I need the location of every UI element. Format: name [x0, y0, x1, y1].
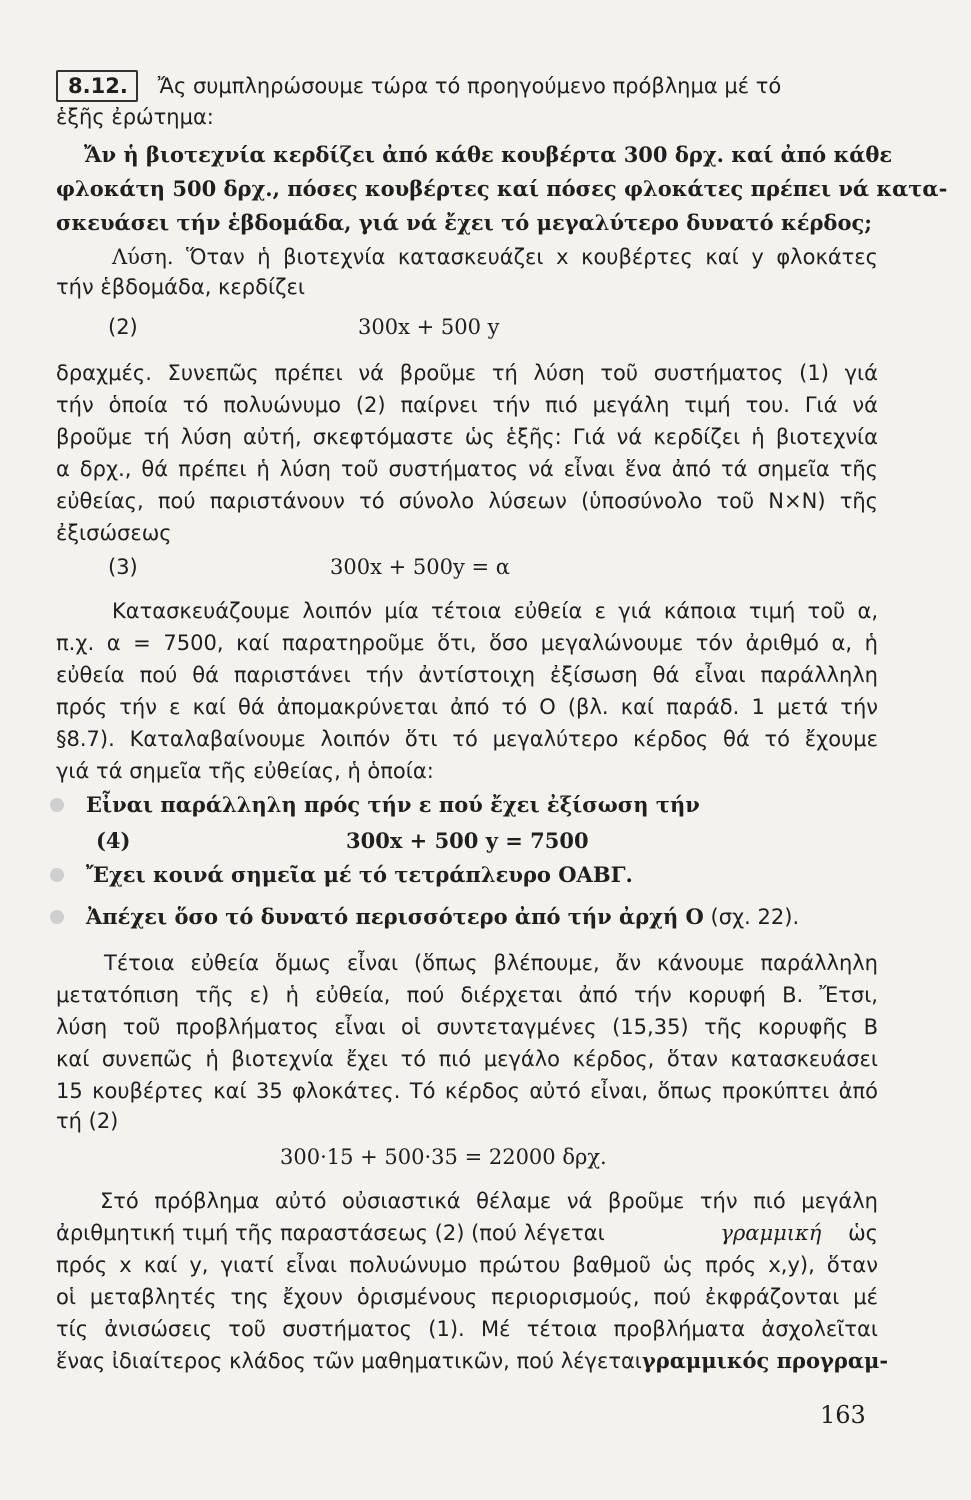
para4-line-6-start: ἕνας ἰδιαίτερος κλάδος τῶν μαθηματικῶν, πού λέγεται — [56, 1349, 642, 1373]
bullet-3-line — [86, 902, 866, 932]
para3-line-1: Τέτοια εὐθεία ὅμως εἶναι (ὅπως βλέπουμε, ἄν κάνουμε παράλληλη — [104, 951, 878, 975]
para3-line-5: 15 κουβέρτες καί 35 φλοκάτες. Τό κέρδος αὐτό εἶναι, ὅπως προκύπτει ἀπό — [56, 1079, 878, 1103]
bullet-dot-1 — [50, 798, 64, 812]
bullet-3-bold: Ἀπέχει ὅσο τό δυνατό περισσότερο ἀπό τήν ἀρχή Ο — [86, 904, 704, 929]
bullet-3-rest: (σχ. 22). — [710, 905, 800, 929]
para1-line-6: ἐξισώσεως — [56, 521, 172, 545]
bullet-2-text: Ἔχει κοινά σημεῖα μέ τό τετράπλευρο ΟΑΒΓ. — [86, 862, 633, 887]
eq4-label: (4) — [96, 828, 131, 853]
section-number: 8.12. — [56, 70, 138, 102]
eq2-expression: 300x + 500 y — [358, 315, 500, 339]
para3-line-2: μετατόπιση τῆς ε) ἡ εὐθεία, πού διέρχεται ἀπό τήν κορυφή Β. Ἔτσι, — [56, 983, 878, 1007]
para2-line-2: π.χ. α = 7500, καί παρατηροῦμε ὅτι, ὅσο μεγαλώνουμε τόν ἀριθμό α, ἡ — [56, 631, 878, 655]
eq5-expression: 300·15 + 500·35 = 22000 δρχ. — [280, 1145, 607, 1169]
intro-text-1: Ἄς συμπληρώσουμε τώρα τό προηγούμενο πρόβλημα μέ τό — [157, 74, 782, 98]
para2-line-6: γιά τά σημεῖα τῆς εὐθείας, ἡ ὁποία: — [56, 759, 434, 783]
eq3-label: (3) — [108, 555, 138, 579]
para2-line-1: Κατασκευάζουμε λοιπόν μία τέτοια εὐθεία ε γιά κάποια τιμή τοῦ α, — [112, 599, 878, 623]
para2-line-4: πρός τήν ε καί θά ἀπομακρύνεται ἀπό τό O (βλ. καί παράδ. 1 μετά τήν — [56, 695, 878, 719]
bullet-dot-3 — [50, 910, 64, 924]
question-line-1: Ἄν ἡ βιοτεχνία κερδίζει ἀπό κάθε κουβέρτα 300 δρχ. καί ἀπό κάθε — [84, 142, 893, 167]
linear-programming-term: γραμμικός προγραμ- — [641, 1348, 889, 1373]
solution-text-1: Ὅταν ἡ βιοτεχνία κατασκευάζει x κουβέρτες καί y φλοκάτες — [186, 245, 878, 269]
para1-line-1: δραχμές. Συνεπῶς πρέπει νά βροῦμε τή λύση τοῦ συστήματος (1) γιά — [56, 361, 878, 385]
para4-line-4: οἱ μεταβλητές της ἔχουν ὁρισμένους περιορισμούς, πού ἐκφράζονται μέ — [56, 1285, 878, 1309]
bullet-dot-2 — [50, 868, 64, 882]
solution-line-2: τήν ἑβδομάδα, κερδίζει — [56, 275, 305, 299]
question-line-2: φλοκάτη 500 δρχ., πόσες κουβέρτες καί πόσες φλοκάτες πρέπει νά κατα- — [56, 176, 948, 201]
para2-line-5: §8.7). Καταλαβαίνουμε λοιπόν ὅτι τό μεγαλύτερο κέρδος θά τό ἔχουμε — [56, 727, 878, 751]
para1-line-2: τήν ὁποία τό πολυώνυμο (2) παίρνει τήν πιό μεγάλη τιμή του. Γιά νά — [56, 393, 878, 417]
para4-line-2 — [56, 1218, 878, 1248]
question-line-3: σκευάσει τήν ἑβδομάδα, γιά νά ἔχει τό μεγαλύτερο δυνατό κέρδος; — [56, 210, 872, 235]
solution-line-1 — [112, 242, 878, 272]
para1-line-4: α δρχ., θά πρέπει ἡ λύση τοῦ συστήματος νά εἶναι ἕνα ἀπό τά σημεῖα τῆς — [56, 457, 878, 481]
para2-line-3: εὐθεία πού θά παριστάνει τήν ἀντίστοιχη ἐξίσωση θά εἶναι παράλληλη — [56, 663, 878, 687]
para4-line-1: Στό πρόβλημα αὐτό οὐσιαστικά θέλαμε νά βροῦμε τήν πιό μεγάλη — [100, 1189, 878, 1213]
intro-line-2: ἑξῆς ἐρώτημα: — [56, 105, 214, 129]
para4-line-2-hos: ὡς — [848, 1221, 878, 1245]
para4-line-5: τίς ἀνισώσεις τοῦ συστήματος (1). Μέ τέτοια προβλήματα ἀσχολεῖται — [56, 1317, 878, 1341]
para3-line-4: καί συνεπῶς ἡ βιοτεχνία ἔχει τό πιό μεγάλο κέρδος, ὅταν κατασκευάσει — [56, 1047, 878, 1071]
para4-line-2-start: ἀριθμητική τιμή τῆς παραστάσεως (2) (πού λέγεται — [56, 1221, 605, 1245]
page-number: 163 — [820, 1401, 866, 1429]
eq2-label: (2) — [108, 315, 138, 339]
eq4-expression: 300x + 500 y = 7500 — [346, 828, 589, 853]
para1-line-5: εὐθείας, πού παριστάνουν τό σύνολο λύσεων (ὑποσύνολο τοῦ N×N) τῆς — [56, 489, 878, 513]
para3-line-6: τή (2) — [56, 1109, 119, 1133]
intro-line-1 — [56, 70, 878, 102]
para3-line-3: λύση τοῦ προβλήματος εἶναι οἱ συντεταγμένες (15,35) τῆς κορυφῆς Β — [56, 1015, 878, 1039]
para4-line-2-end — [720, 1218, 878, 1248]
para4-line-3: πρός x καί y, γιατί εἶναι πολυώνυμο πρώτου βαθμοῦ ὡς πρός x,y), ὅταν — [56, 1253, 878, 1277]
solution-label: Λύση. — [112, 245, 174, 269]
linear-term: γραμμική — [720, 1221, 822, 1245]
para1-line-3: βροῦμε τή λύση αὐτή, σκεφτόμαστε ὡς ἑξῆς: Γιά νά κερδίζει ἡ βιοτεχνία — [56, 425, 878, 449]
eq3-expression: 300x + 500y = α — [330, 555, 510, 579]
para4-line-6 — [56, 1346, 889, 1376]
bullet-1-text: Εἶναι παράλληλη πρός τήν ε πού ἔχει ἐξίσωση τήν — [86, 792, 700, 817]
